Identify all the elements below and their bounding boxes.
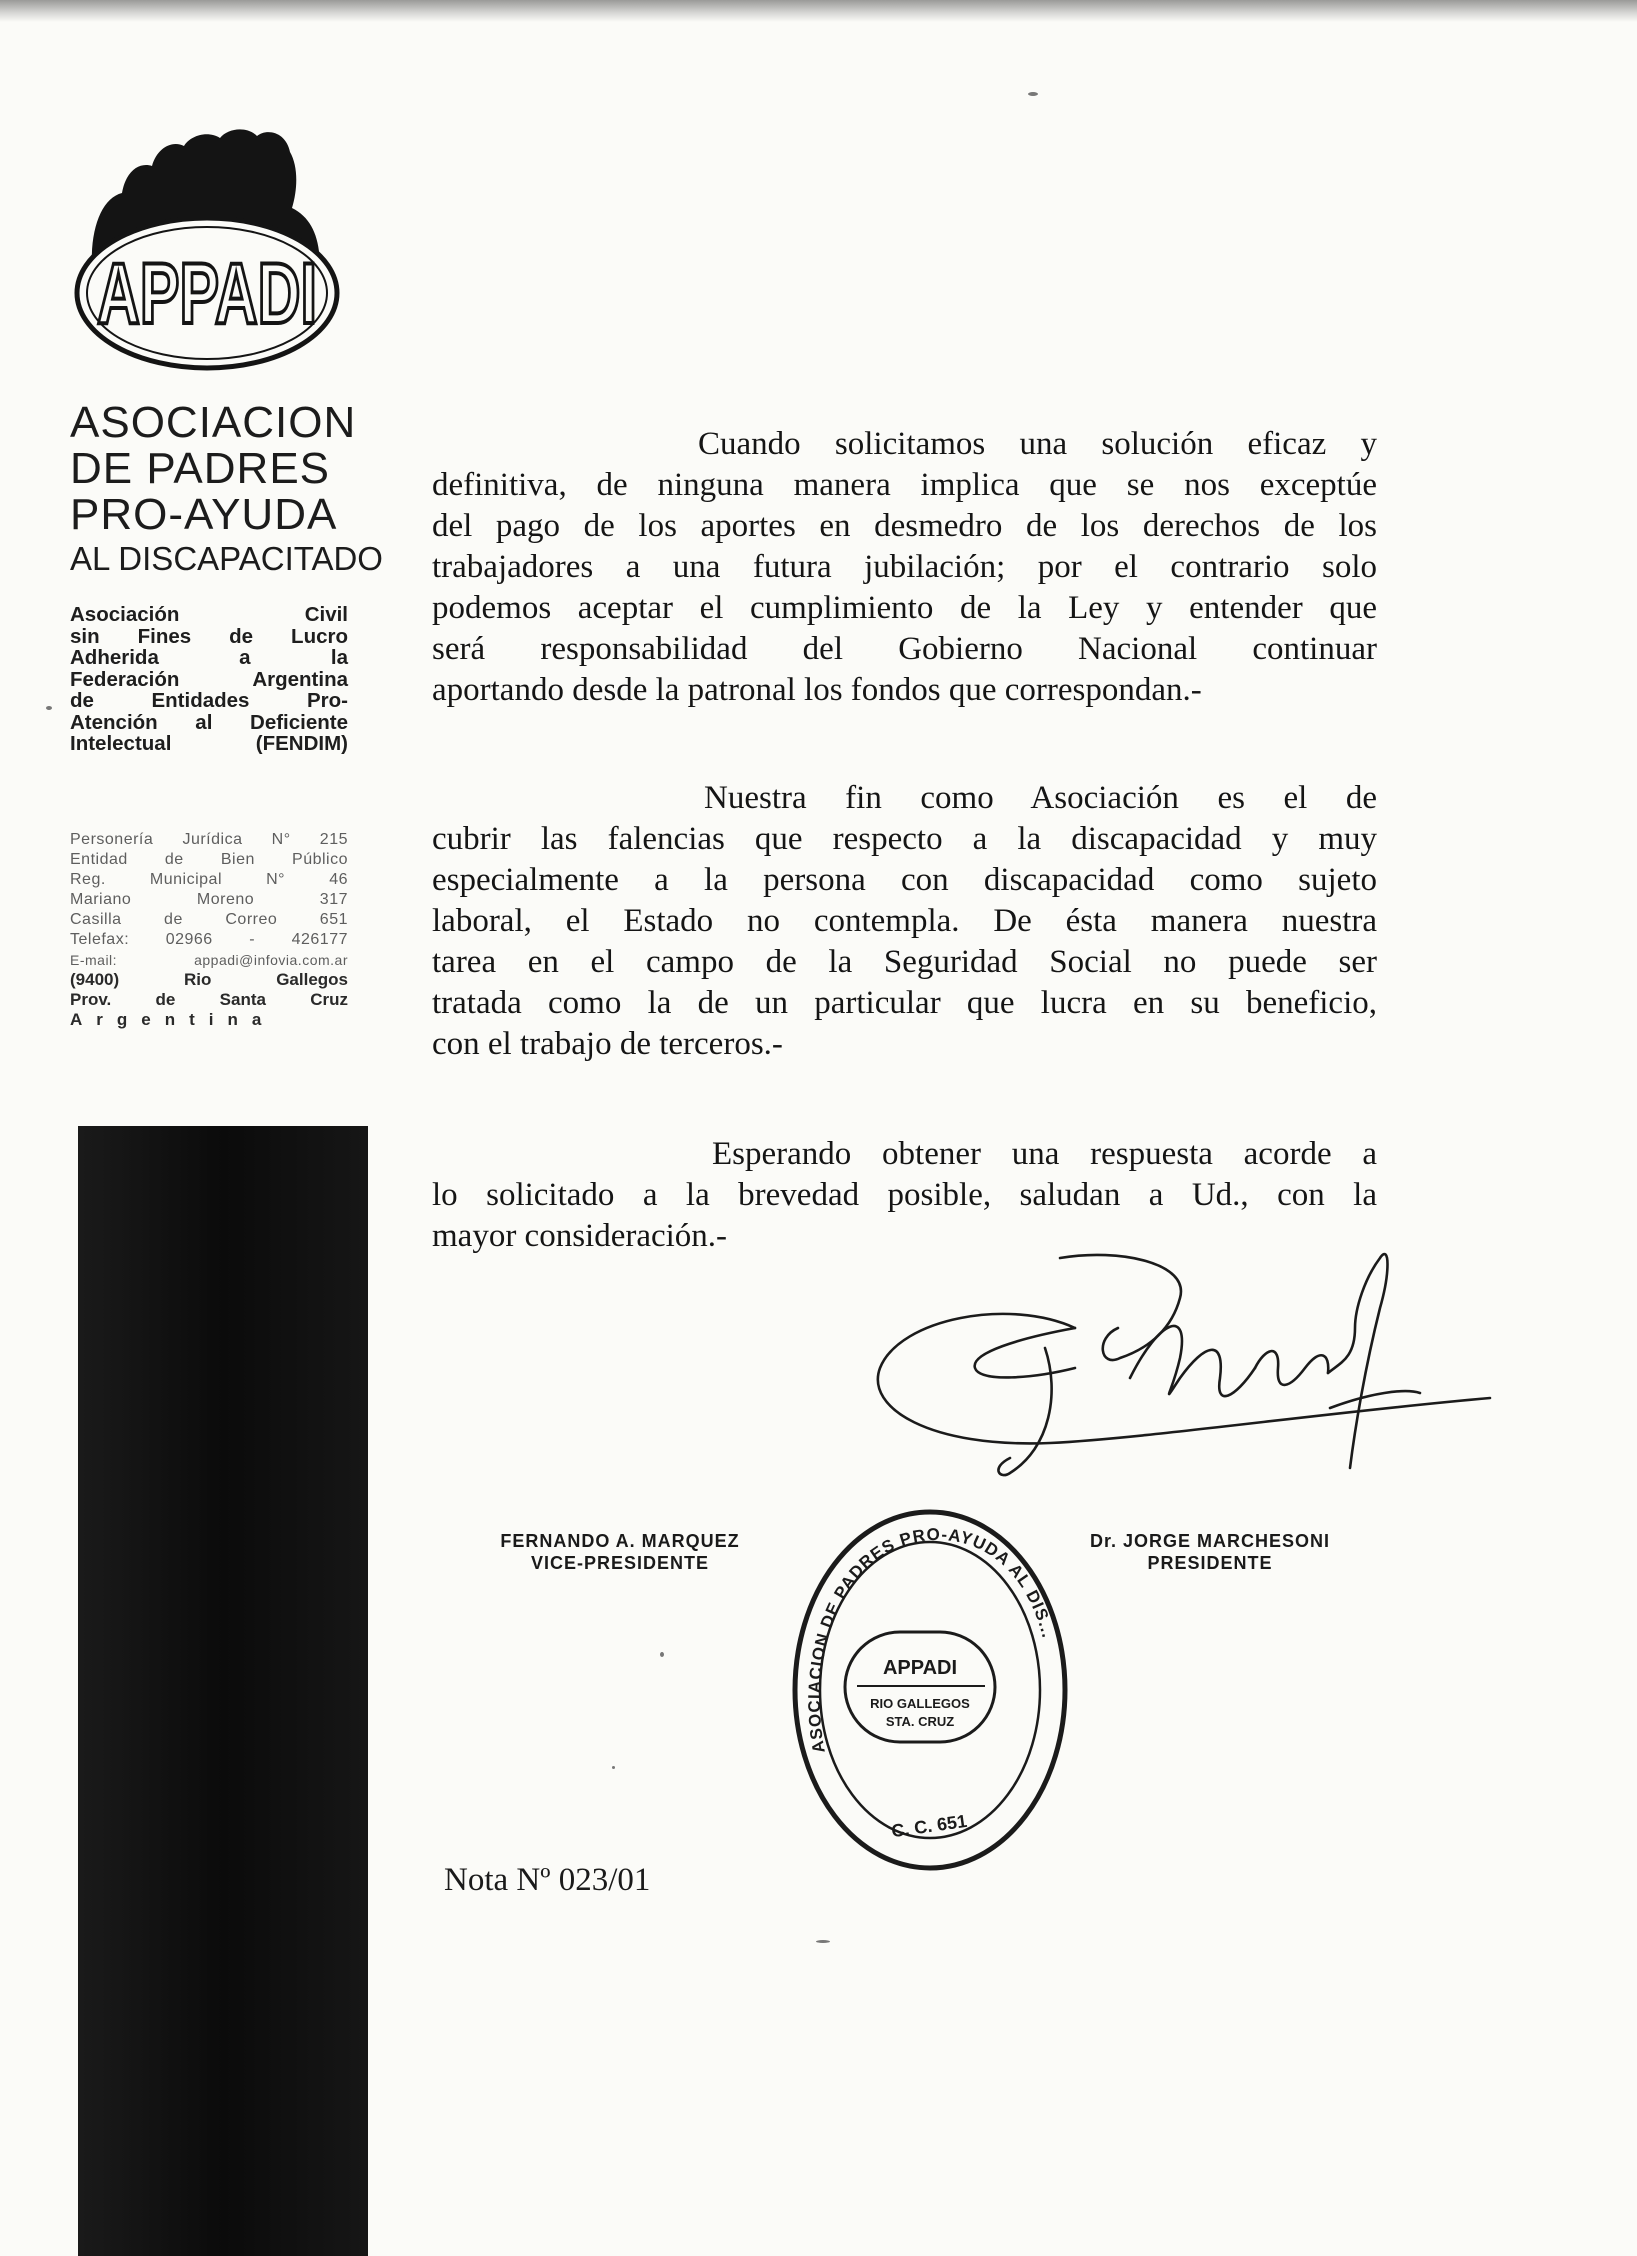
paragraph-line: mayor consideración.- <box>432 1218 728 1254</box>
scan-speck <box>612 1766 615 1769</box>
organization-description <box>70 604 348 755</box>
paragraph-line: podemos aceptar el cumplimiento de la Ley y entender que <box>432 590 1377 626</box>
paragraph-line: Esperando obtener una respuesta acorde a <box>712 1136 1377 1172</box>
paragraph-line: tarea en el campo de la Seguridad Social no puede ser <box>432 944 1377 980</box>
contact-line: (9400) Rio Gallegos <box>70 970 348 989</box>
description-line: Asociación Civil <box>70 603 348 626</box>
paragraph <box>432 424 1377 711</box>
organization-name <box>70 398 383 580</box>
stamp-center-name: APPADI <box>882 1657 958 1679</box>
scan-speck <box>816 1940 830 1943</box>
paragraph <box>432 778 1377 1065</box>
letter-body <box>432 424 1377 1257</box>
contact-line: Mariano Moreno 317 <box>70 891 348 908</box>
paragraph-line: trabajadores a una futura jubilación; por el contrario solo <box>432 549 1377 585</box>
contact-line: Prov. de Santa Cruz <box>70 990 348 1009</box>
signatory-name: FERNANDO A. MARQUEZ <box>500 1531 740 1551</box>
paragraph-line: con el trabajo de terceros.- <box>432 1026 783 1062</box>
scan-speck <box>1028 92 1038 96</box>
paragraph-line: laboral, el Estado no contempla. De ésta manera nuestra <box>432 903 1377 939</box>
paragraph-line: Nuestra fin como Asociación es el de <box>704 780 1377 816</box>
paragraph-line: del pago de los aportes en desmedro de los derechos de los <box>432 508 1377 544</box>
description-line: Federación Argentina <box>70 667 348 691</box>
paragraph-line: aportando desde la patronal los fondos que correspondan.- <box>432 672 1202 708</box>
handwritten-signature <box>860 1218 1500 1518</box>
org-name-line: AL DISCAPACITADO <box>70 540 383 577</box>
paragraph-line: especialmente a la persona con discapacidad como sujeto <box>432 862 1377 898</box>
paragraph-line: lo solicitado a la brevedad posible, saludan a Ud., con la <box>432 1177 1377 1213</box>
signatory-title: VICE-PRESIDENTE <box>530 1553 710 1573</box>
description-line: Adherida a la <box>70 646 348 669</box>
stamp-bottom-text: C. C. 651 <box>890 1810 969 1842</box>
description-line: de Entidades Pro- <box>70 689 348 712</box>
contact-line: Entidad de Bien Público <box>70 851 348 868</box>
contact-line: Personería Jurídica N° 215 <box>70 831 348 848</box>
org-name-line: PRO-AYUDA <box>70 490 338 539</box>
svg-text:APPADI: APPADI <box>97 246 317 342</box>
signatory-title: PRESIDENTE <box>1147 1553 1273 1573</box>
scan-speck <box>660 1652 664 1657</box>
contact-line: Casilla de Correo 651 <box>70 911 348 928</box>
paragraph-line: tratada como la de un particular que lucra en su beneficio, <box>432 985 1377 1021</box>
paragraph-line: definitiva, de ninguna manera implica que se nos exceptúe <box>432 467 1377 503</box>
association-stamp <box>785 1502 1075 1882</box>
paragraph-line: Cuando solicitamos una solución eficaz y <box>698 426 1377 462</box>
appadi-logo <box>62 118 352 378</box>
contact-email: E-mail: appadi@infovia.com.ar <box>70 952 348 968</box>
contact-line: Reg. Municipal N° 46 <box>70 871 348 888</box>
paragraph-line: será responsabilidad del Gobierno Nacional continuar <box>432 631 1377 667</box>
signatory-president <box>1060 1530 1360 1574</box>
signatory-vice-president <box>475 1530 765 1574</box>
signatory-name: Dr. JORGE MARCHESONI <box>1089 1531 1331 1551</box>
description-line: Atención al Deficiente <box>70 710 348 734</box>
contact-line: Telefax: 02966 - 426177 <box>70 931 348 948</box>
scan-speck <box>46 706 52 710</box>
decorative-black-bar <box>78 1126 368 2256</box>
paragraph-line: cubrir las falencias que respecto a la discapacidad y muy <box>432 821 1377 857</box>
stamp-province: STA. CRUZ <box>885 1714 955 1729</box>
description-line: Intelectual (FENDIM) <box>70 732 348 755</box>
description-line: sin Fines de Lucro <box>70 624 348 648</box>
stamp-city: RIO GALLEGOS <box>870 1696 970 1711</box>
org-name-line: DE PADRES <box>70 444 331 493</box>
svg-text:ASOCIACION DE PADRES PRO-AYUDA: ASOCIACION DE PADRES PRO-AYUDA AL DIS... <box>804 1524 1058 1755</box>
scan-top-edge <box>0 0 1637 22</box>
note-number: Nota Nº 023/01 <box>444 1862 651 1898</box>
org-name-line: ASOCIACION <box>70 398 357 447</box>
organization-contact <box>70 830 348 1030</box>
contact-country: Argentina <box>70 1010 276 1029</box>
